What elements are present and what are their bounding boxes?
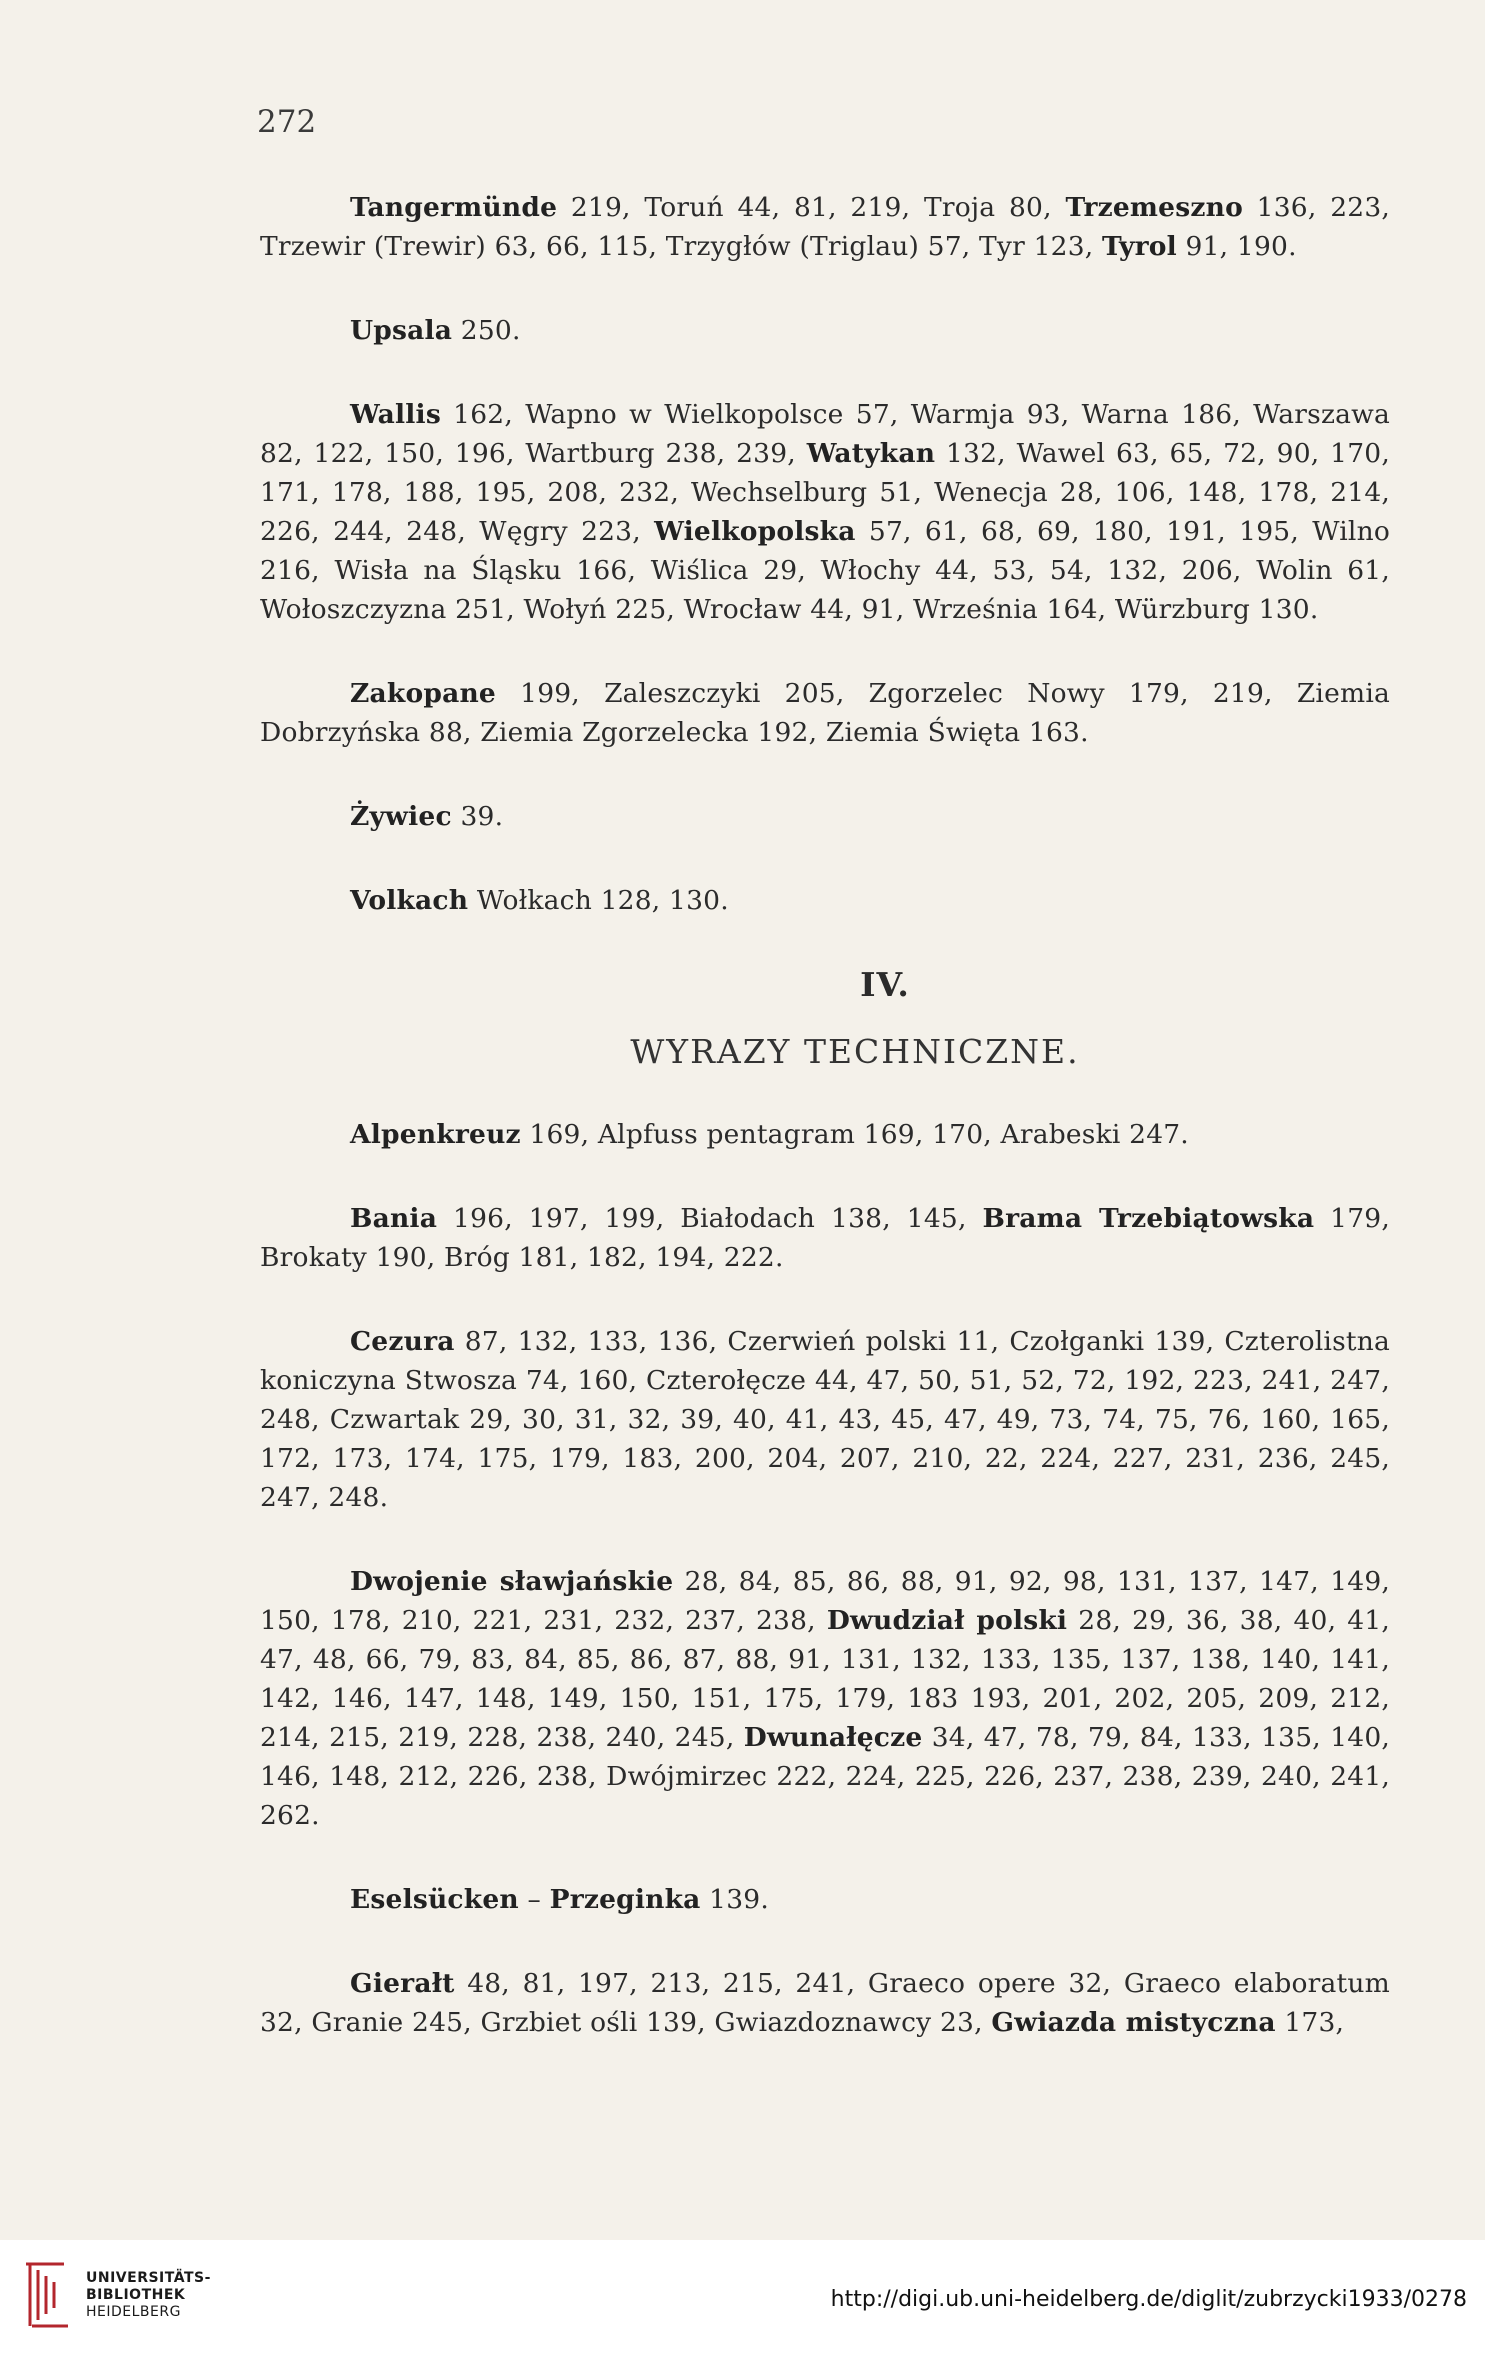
entry-keyword: Gierałt bbox=[350, 1968, 455, 1999]
entry-text: 57, 61, 68, 69, 180, 191, 195, Wilno 216, Wisła na Śląsku 166, Wiślica 29, Włochy 44, 53, 54, 132, 206, Wolin 61, Wołoszczyzna 251, Wołyń 225, Wrocław 44, 91, Września 164, Würzburg 130. bbox=[260, 516, 1390, 625]
library-name-line3: HEIDELBERG bbox=[86, 2303, 181, 2320]
entry-keyword: Wallis bbox=[350, 399, 441, 430]
entry-keyword: Trzemeszno bbox=[1065, 192, 1243, 223]
entry-text: – bbox=[518, 1884, 550, 1915]
section-title: WYRAZY TECHNICZNE. bbox=[630, 1032, 1080, 1071]
entry-text: 34, 47, 78, 79, 84, 133, 135, 140, 146, 148, 212, 226, 238, Dwójmirzec 222, 224, 225, 226, 237, 238, 239, 240, 241, 262. bbox=[260, 1722, 1391, 1831]
library-name bbox=[86, 2270, 211, 2321]
entry-text: Wołkach 128, 130. bbox=[468, 885, 729, 916]
entry-text: 173, bbox=[1275, 2007, 1345, 2038]
term-index-paragraph bbox=[260, 1880, 1390, 1919]
term-index-paragraph bbox=[260, 1199, 1390, 1277]
entry-keyword: Dwudział polski bbox=[826, 1605, 1068, 1636]
entry-text: 48, 81, 197, 213, 215, 241, Graeco opere 32, Graeco elaboratum 32, Granie 245, Grzbiet ośli 139, Gwiazdoznawcy 23, bbox=[260, 1968, 1390, 2038]
library-logo-icon bbox=[20, 2258, 72, 2332]
entry-text: 219, Toruń 44, 81, 219, Troja 80, bbox=[557, 192, 1066, 223]
entry-text: 132, Wawel 63, 65, 72, 90, 170, 171, 178, 188, 195, 208, 232, Wechselburg 51, Wenecja 28, 106, 148, 178, 214, 226, 244, 248, Węgry 223, bbox=[260, 438, 1390, 547]
term-index-paragraph bbox=[260, 1322, 1390, 1517]
term-index-paragraph bbox=[260, 1115, 1390, 1154]
place-index-paragraph bbox=[260, 797, 1390, 836]
entry-text: 250. bbox=[452, 315, 521, 346]
entry-keyword: Alpenkreuz bbox=[350, 1119, 521, 1150]
entry-keyword: Wielkopolska bbox=[654, 516, 856, 547]
entry-keyword: Upsala bbox=[350, 315, 453, 346]
entry-text: 139. bbox=[700, 1884, 769, 1915]
entry-text: 39. bbox=[451, 801, 504, 832]
entry-keyword: Cezura bbox=[350, 1326, 455, 1357]
entry-text: 179, Brokaty 190, Bróg 181, 182, 194, 222. bbox=[260, 1203, 1390, 1273]
place-index-paragraph bbox=[260, 674, 1390, 752]
page-number: 272 bbox=[257, 104, 317, 140]
footer-bar bbox=[0, 2240, 1485, 2356]
entry-keyword: Dwunałęcze bbox=[743, 1722, 923, 1753]
entry-keyword: Przeginka bbox=[549, 1884, 701, 1915]
place-index-paragraph bbox=[260, 188, 1390, 266]
entry-keyword: Brama Trzebiątowska bbox=[982, 1203, 1315, 1234]
entry-text: 28, 29, 36, 38, 40, 41, 47, 48, 66, 79, 83, 84, 85, 86, 87, 88, 91, 131, 132, 133, 135, 137, 138, 140, 141, 142, 146, 147, 148, 149, 150, 151, 175, 179, 183 193, 201, 202, 205, 209, 212, 214, 215, 219, 228, 238, 240, 245, bbox=[260, 1605, 1390, 1753]
source-url-link[interactable]: http://digi.ub.uni-heidelberg.de/diglit/zubrzycki1933/0278 bbox=[830, 2287, 1467, 2312]
library-name-line1: UNIVERSITÄTS- bbox=[86, 2269, 211, 2286]
entry-keyword: Zakopane bbox=[350, 678, 496, 709]
technical-terms-section bbox=[260, 1115, 1390, 2042]
entry-keyword: Gwiazda mistyczna bbox=[991, 2007, 1276, 2038]
library-name-line2: BIBLIOTHEK bbox=[86, 2286, 186, 2303]
entry-text: 87, 132, 133, 136, Czerwień polski 11, Czołganki 139, Czterolistna koniczyna Stwosza 74, 160, Czterołęcze 44, 47, 50, 51, 52, 72, 192, 223, 241, 247, 248, Czwartak 29, 30, 31, 32, 39, 40, 41, 43, 45, 47, 49, 73, 74, 75, 76, 160, 165, 172, 173, 174, 175, 179, 183, 200, 204, 207, 210, 22, 224, 227, 231, 236, 245, 247, 248. bbox=[260, 1326, 1390, 1513]
entry-keyword: Dwojenie sławjańskie bbox=[350, 1566, 674, 1597]
entry-text: 169, Alpfuss pentagram 169, 170, Arabeski 247. bbox=[520, 1119, 1189, 1150]
section-number: IV. bbox=[860, 965, 910, 1004]
entry-text: 136, 223, Trzewir (Trewir) 63, 66, 115, Trzygłów (Triglau) 57, Tyr 123, bbox=[260, 192, 1391, 262]
term-index-paragraph bbox=[260, 1964, 1390, 2042]
entry-keyword: Watykan bbox=[806, 438, 936, 469]
entry-keyword: Volkach bbox=[350, 885, 469, 916]
entry-text: 199, Zaleszczyki 205, Zgorzelec Nowy 179, 219, Ziemia Dobrzyńska 88, Ziemia Zgorzelecka 192, Ziemia Święta 163. bbox=[260, 678, 1390, 748]
entry-keyword: Bania bbox=[350, 1203, 438, 1234]
entry-keyword: Eselsücken bbox=[350, 1884, 519, 1915]
library-logo[interactable] bbox=[20, 2258, 211, 2332]
entry-text: 28, 84, 85, 86, 88, 91, 92, 98, 131, 137, 147, 149, 150, 178, 210, 221, 231, 232, 237, 238, bbox=[260, 1566, 1390, 1636]
entry-keyword: Żywiec bbox=[350, 801, 452, 832]
place-index-paragraph bbox=[260, 881, 1390, 920]
entry-text: 91, 190. bbox=[1176, 231, 1297, 262]
entry-text: 196, 197, 199, Białodach 138, 145, bbox=[437, 1203, 983, 1234]
place-names-section bbox=[260, 188, 1390, 920]
place-index-paragraph bbox=[260, 395, 1390, 629]
term-index-paragraph bbox=[260, 1562, 1390, 1835]
index-text bbox=[260, 188, 1390, 2087]
entry-keyword: Tyrol bbox=[1102, 231, 1177, 262]
place-index-paragraph bbox=[260, 311, 1390, 350]
entry-keyword: Tangermünde bbox=[350, 192, 558, 223]
entry-text: 162, Wapno w Wielkopolsce 57, Warmja 93, Warna 186, Warszawa 82, 122, 150, 196, Wartburg 238, 239, bbox=[260, 399, 1390, 469]
